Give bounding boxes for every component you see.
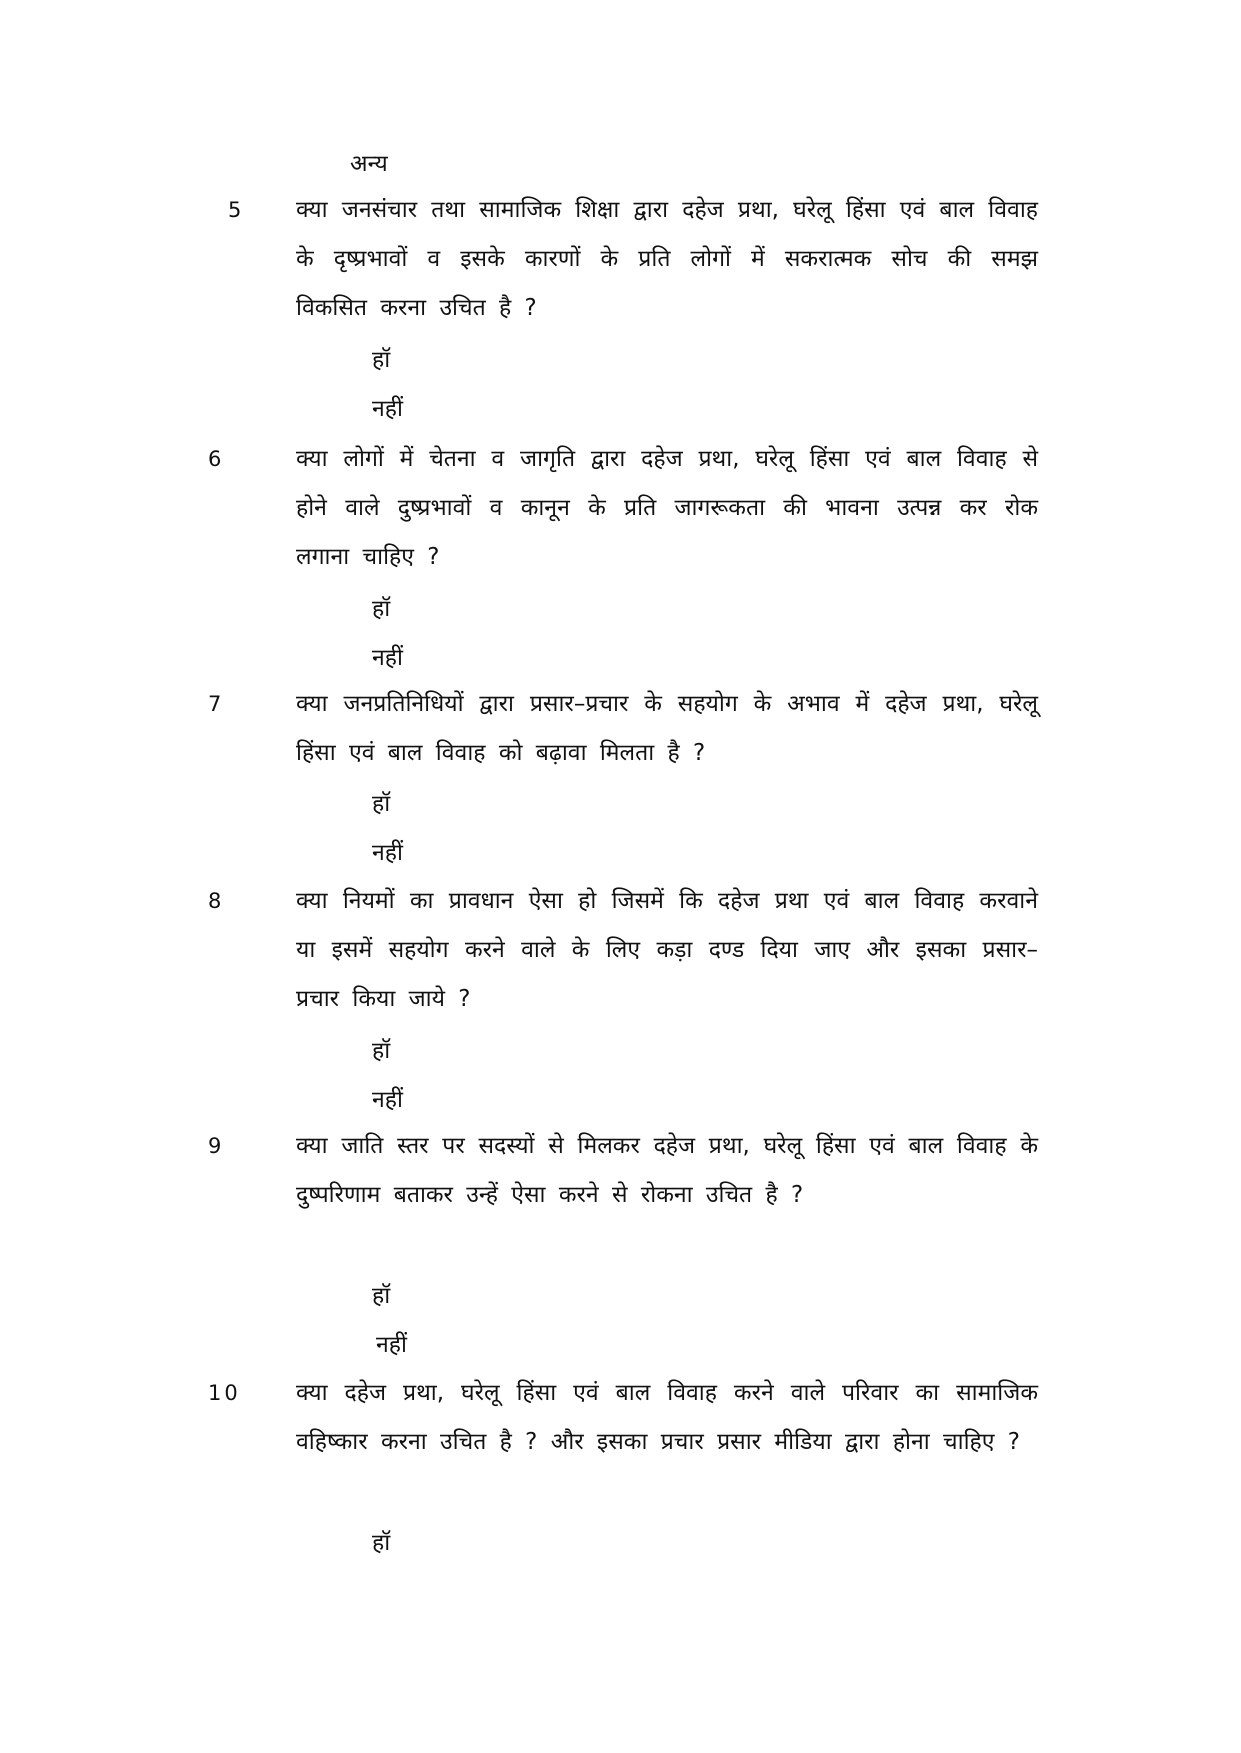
question-text-9: क्या जाति स्तर पर सदस्यों से मिलकर दहेज प्रथा, घरेलू हिंसा एवं बाल विवाह के दुष्परिणाम बताकर उन्हें ऐसा करने से रोकना उचित है ? <box>296 1133 1038 1208</box>
question-text-5: क्या जनसंचार तथा सामाजिक शिक्षा द्वारा दहेज प्रथा, घरेलू हिंसा एवं बाल विवाह के दृष्प्रभावों व इसके कारणों के प्रति लोगों में सकरात्मक सोच की समझ विकसित करना उचित है ? <box>296 197 1038 321</box>
option-no-9: नहीं <box>376 1332 407 1358</box>
option-yes-9: हॉ <box>372 1283 391 1309</box>
option-yes-6: हॉ <box>372 596 391 622</box>
option-no-5: नहीं <box>372 396 403 422</box>
question-number-7: 7 <box>208 692 225 716</box>
option-no-7: नहीं <box>372 840 403 866</box>
option-yes-10: हॉ <box>372 1530 391 1556</box>
option-other: अन्य <box>350 151 388 177</box>
question-text-8: क्या नियमों का प्रावधान ऐसा हो जिसमें कि दहेज प्रथा एवं बाल विवाह करवाने या इसमें सहयोग करने वाले के लिए कड़ा दण्ड दिया जाए और इसका प्रसार–प्रचार किया जाये ? <box>296 888 1038 1012</box>
question-number-9: 9 <box>208 1134 225 1158</box>
option-no-6: नहीं <box>372 645 403 671</box>
question-text-7: क्या जनप्रतिनिधियों द्वारा प्रसार–प्रचार के सहयोग के अभाव में दहेज प्रथा, घरेलू हिंसा एवं बाल विवाह को बढ़ावा मिलता है ? <box>296 691 1038 766</box>
option-no-8: नहीं <box>372 1087 403 1113</box>
option-yes-5: हॉ <box>372 347 391 373</box>
question-number-6: 6 <box>208 447 225 471</box>
option-yes-8: हॉ <box>372 1038 391 1064</box>
option-yes-7: हॉ <box>372 791 391 817</box>
question-number-10: 10 <box>208 1381 241 1405</box>
question-text-6: क्या लोगों में चेतना व जागृति द्वारा दहेज प्रथा, घरेलू हिंसा एवं बाल विवाह से होने वाले दुष्प्रभावों व कानून के प्रति जागरूकता की भावना उत्पन्न कर रोक लगाना चाहिए ? <box>296 446 1038 570</box>
question-number-8: 8 <box>208 889 225 913</box>
question-text-10: क्या दहेज प्रथा, घरेलू हिंसा एवं बाल विवाह करने वाले परिवार का सामाजिक वहिष्कार करना उचित है ? और इसका प्रचार प्रसार मीडिया द्वारा होना चाहिए ? <box>296 1380 1038 1455</box>
question-number-5: 5 <box>228 198 245 222</box>
